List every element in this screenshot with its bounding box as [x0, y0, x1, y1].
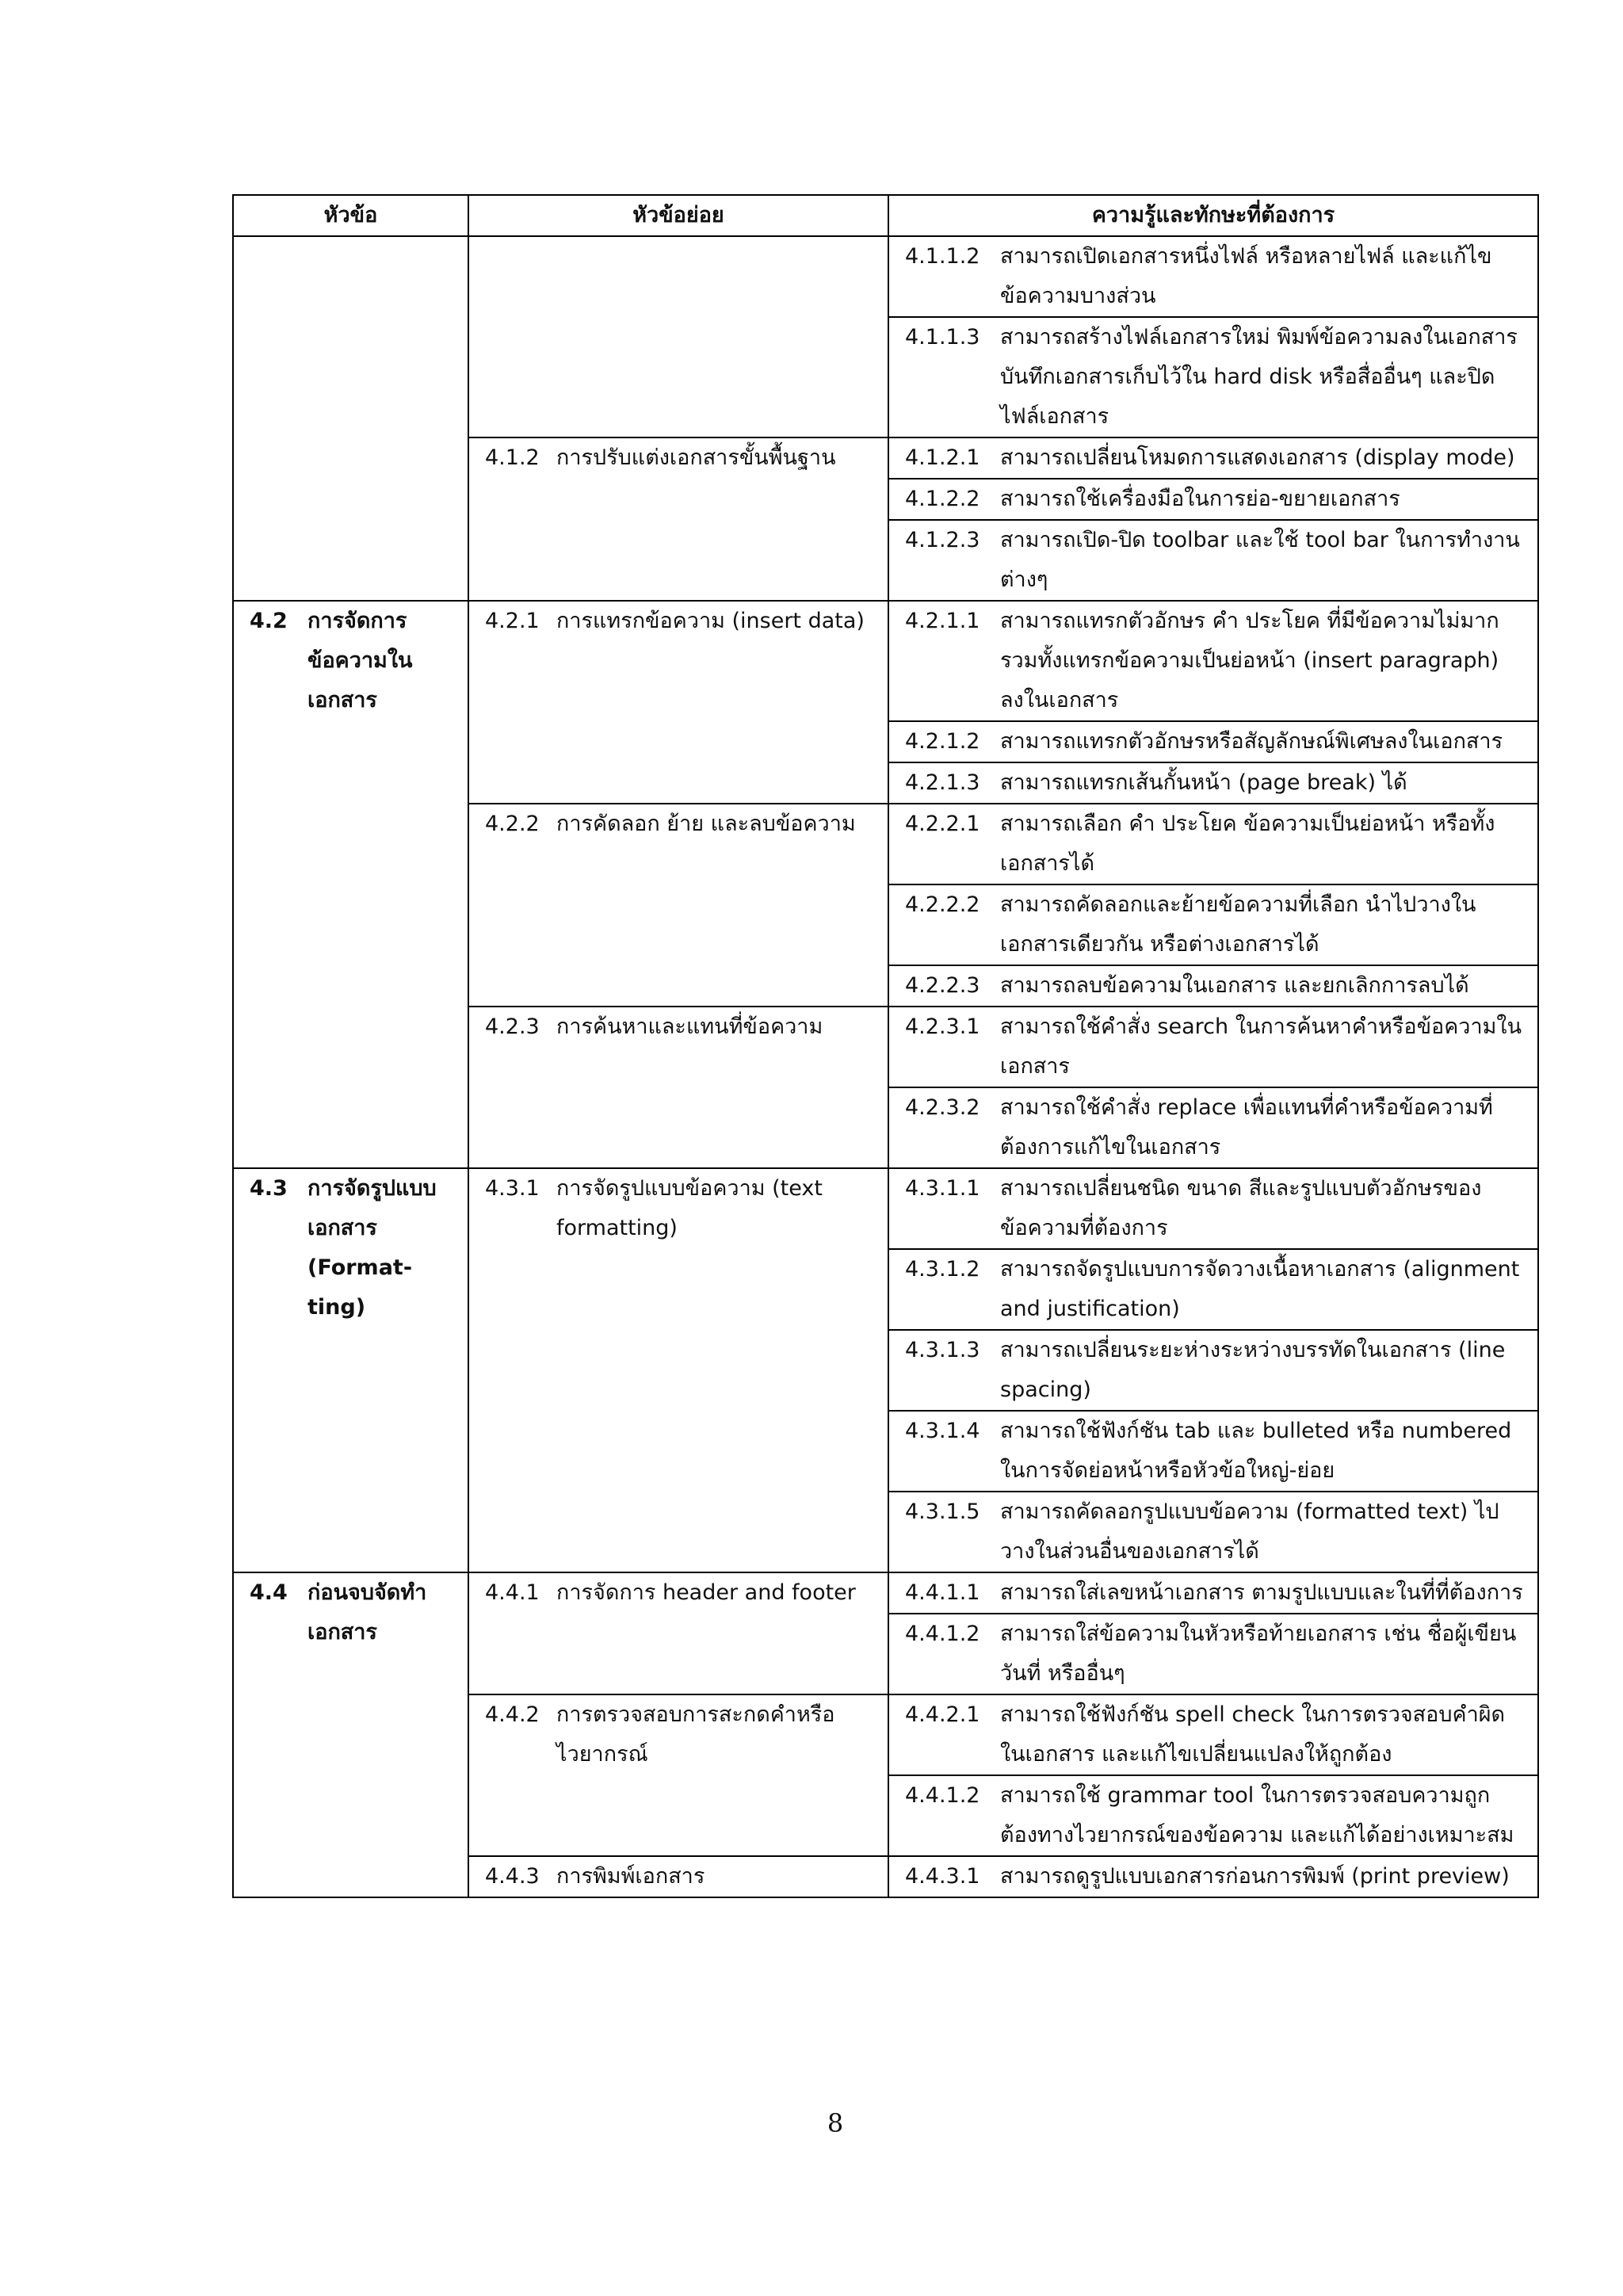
skill-number: 4.2.3.2: [905, 1095, 980, 1120]
subtopic-cell: [468, 236, 888, 437]
skill-number: 4.4.1.2: [905, 1622, 980, 1646]
skill-text: สามารถสร้างไฟล์เอกสารใหม่ พิมพ์ข้อความลงในเอกสาร บันทึกเอกสารเก็บไว้ใน hard disk หรือสื่ออื่นๆ และปิดไฟล์เอกสาร: [1000, 325, 1518, 429]
skill-cell: [888, 1775, 1538, 1856]
skill-number: 4.2.1.2: [905, 729, 980, 754]
skill-cell: [888, 884, 1538, 965]
page-number: 8: [827, 2108, 844, 2138]
skill-text: สามารถดูรูปแบบเอกสารก่อนการพิมพ์ (print preview): [1000, 1864, 1510, 1889]
skill-text: สามารถแทรกตัวอักษรหรือสัญลักษณ์พิเศษลงในเอกสาร: [1000, 729, 1503, 754]
subtopic-number: 4.1.2: [485, 445, 540, 470]
skill-number: 4.3.1.1: [905, 1176, 980, 1201]
skill-number: 4.2.1.1: [905, 609, 980, 633]
skill-cell: [888, 479, 1538, 520]
skill-cell: [888, 965, 1538, 1007]
skill-cell: [888, 1007, 1538, 1087]
subtopic-cell: [468, 1572, 888, 1694]
table-row: [233, 1168, 1538, 1249]
skill-number: 4.2.2.3: [905, 973, 980, 998]
skill-text: สามารถคัดลอกรูปแบบข้อความ (formatted text) ไปวางในส่วนอื่นของเอกสารได้: [1000, 1499, 1499, 1564]
skill-number: 4.1.2.2: [905, 487, 980, 511]
subtopic-number: 4.4.1: [485, 1580, 540, 1605]
skill-number: 4.1.1.2: [905, 244, 980, 269]
subtopic-number: 4.2.3: [485, 1014, 540, 1039]
subtopic-text: การตรวจสอบการสะกดคำหรือไวยากรณ์: [556, 1702, 835, 1767]
table-row: [233, 601, 1538, 721]
skill-text: สามารถใช้ฟังก์ชัน spell check ในการตรวจสอบคำผิดในเอกสาร และแก้ไขเปลี่ยนแปลงให้ถูกต้อง: [1000, 1702, 1506, 1767]
skill-cell: [888, 721, 1538, 762]
skill-cell: [888, 1087, 1538, 1168]
subtopic-cell: [468, 1168, 888, 1572]
skill-text: สามารถลบข้อความในเอกสาร และยกเลิกการลบได้: [1000, 973, 1469, 998]
skill-text: สามารถเปลี่ยนชนิด ขนาด สีและรูปแบบตัวอักษรของข้อความที่ต้องการ: [1000, 1176, 1482, 1240]
skill-cell: [888, 1249, 1538, 1330]
skill-cell: [888, 236, 1538, 317]
subtopic-cell: [468, 1856, 888, 1897]
skill-number: 4.2.1.3: [905, 770, 980, 795]
skill-cell: [888, 1492, 1538, 1572]
topic-number: 4.3: [250, 1176, 288, 1201]
header-topic: หัวข้อ: [233, 195, 468, 236]
topic-number: 4.4: [250, 1580, 288, 1605]
skill-text: สามารถใช้ฟังก์ชัน tab และ bulleted หรือ numbered ในการจัดย่อหน้าหรือหัวข้อใหญ่-ย่อย: [1000, 1419, 1512, 1483]
subtopic-number: 4.2.1: [485, 609, 540, 633]
skill-cell: [888, 1330, 1538, 1411]
skill-cell: [888, 520, 1538, 601]
skill-number: 4.2.2.1: [905, 812, 980, 836]
skill-text: สามารถเปิดเอกสารหนึ่งไฟล์ หรือหลายไฟล์ และแก้ไขข้อความบางส่วน: [1000, 244, 1492, 308]
skill-number: 4.2.3.1: [905, 1014, 980, 1039]
subtopic-cell: [468, 437, 888, 601]
skill-cell: [888, 762, 1538, 804]
subtopic-text: การแทรกข้อความ (insert data): [556, 609, 865, 633]
topic-cell: [233, 236, 468, 601]
skill-number: 4.1.2.1: [905, 445, 980, 470]
skill-cell: [888, 804, 1538, 884]
subtopic-text: การพิมพ์เอกสาร: [556, 1864, 705, 1889]
topic-cell: [233, 1572, 468, 1897]
skill-number: 4.3.1.2: [905, 1257, 980, 1282]
skill-text: สามารถแทรกตัวอักษร คำ ประโยค ที่มีข้อความไม่มาก รวมทั้งแทรกข้อความเป็นย่อหน้า (insert paragraph) ลงในเอกสาร: [1000, 609, 1499, 712]
skill-text: สามารถคัดลอกและย้ายข้อความที่เลือก นำไปวางในเอกสารเดียวกัน หรือต่างเอกสารได้: [1000, 892, 1476, 957]
skill-text: สามารถเลือก คำ ประโยค ข้อความเป็นย่อหน้า หรือทั้งเอกสารได้: [1000, 812, 1495, 876]
subtopic-text: การปรับแต่งเอกสารขั้นพื้นฐาน: [556, 445, 836, 470]
skill-number: 4.3.1.5: [905, 1499, 980, 1524]
skill-text: สามารถเปลี่ยนโหมดการแสดงเอกสาร (display mode): [1000, 445, 1515, 470]
skill-cell: [888, 1694, 1538, 1775]
skill-text: สามารถจัดรูปแบบการจัดวางเนื้อหาเอกสาร (alignment and justification): [1000, 1257, 1520, 1321]
subtopic-text: การจัดการ header and footer: [556, 1580, 856, 1605]
subtopic-text: การคัดลอก ย้าย และลบข้อความ: [556, 812, 856, 836]
skill-text: สามารถใช้คำสั่ง replace เพื่อแทนที่คำหรือข้อความที่ต้องการแก้ไขในเอกสาร: [1000, 1095, 1493, 1159]
topic-cell: [233, 601, 468, 1168]
skill-cell: [888, 1614, 1538, 1694]
skill-number: 4.1.2.3: [905, 528, 980, 552]
skill-number: 4.4.3.1: [905, 1864, 980, 1889]
subtopic-cell: [468, 804, 888, 1007]
skill-number: 4.4.1.1: [905, 1580, 980, 1605]
skill-number: 4.3.1.3: [905, 1338, 980, 1362]
skill-text: สามารถใส่เลขหน้าเอกสาร ตามรูปแบบและในที่ที่ต้องการ: [1000, 1580, 1523, 1605]
skill-text: สามารถใส่ข้อความในหัวหรือท้ายเอกสาร เช่น ชื่อผู้เขียน วันที่ หรืออื่นๆ: [1000, 1622, 1517, 1686]
skill-number: 4.4.2.1: [905, 1702, 980, 1727]
header-subtopic: หัวข้อย่อย: [468, 195, 888, 236]
skill-cell: [888, 1168, 1538, 1249]
subtopic-cell: [468, 1007, 888, 1168]
skill-cell: [888, 601, 1538, 721]
topic-text: การจัดการข้อความในเอกสาร: [307, 609, 413, 712]
topic-cell: [233, 1168, 468, 1572]
table-header-row: [233, 195, 1538, 236]
skills-table: [232, 194, 1539, 1898]
skill-number: 4.2.2.2: [905, 892, 980, 917]
topic-text: ก่อนจบจัดทำเอกสาร: [307, 1580, 427, 1645]
subtopic-text: การจัดรูปแบบข้อความ (text formatting): [556, 1176, 823, 1240]
skill-number: 4.4.1.2: [905, 1783, 980, 1808]
table-row: [233, 236, 1538, 317]
subtopic-cell: [468, 1694, 888, 1856]
skill-number: 4.1.1.3: [905, 325, 980, 350]
skill-text: สามารถแทรกเส้นกั้นหน้า (page break) ได้: [1000, 770, 1407, 795]
subtopic-number: 4.3.1: [485, 1176, 540, 1201]
topic-number: 4.2: [250, 609, 288, 633]
header-skills: ความรู้และทักษะที่ต้องการ: [888, 195, 1538, 236]
skill-text: สามารถใช้คำสั่ง search ในการค้นหาคำหรือข้อความในเอกสาร: [1000, 1014, 1522, 1079]
subtopic-cell: [468, 601, 888, 804]
skill-cell: [888, 1856, 1538, 1897]
skill-cell: [888, 437, 1538, 479]
skill-number: 4.3.1.4: [905, 1419, 980, 1443]
subtopic-number: 4.4.2: [485, 1702, 540, 1727]
subtopic-number: 4.2.2: [485, 812, 540, 836]
skill-text: สามารถใช้ grammar tool ในการตรวจสอบความถูกต้องทางไวยากรณ์ของข้อความ และแก้ได้อย่างเหมาะสม: [1000, 1783, 1514, 1847]
topic-text: การจัดรูปแบบเอกสาร (Format-ting): [307, 1176, 437, 1320]
subtopic-text: การค้นหาและแทนที่ข้อความ: [556, 1014, 823, 1039]
subtopic-number: 4.4.3: [485, 1864, 540, 1889]
skill-cell: [888, 1411, 1538, 1492]
table-row: [233, 1572, 1538, 1614]
skill-text: สามารถเปิด-ปิด toolbar และใช้ tool bar ในการทำงานต่างๆ: [1000, 528, 1520, 592]
skill-text: สามารถใช้เครื่องมือในการย่อ-ขยายเอกสาร: [1000, 487, 1400, 511]
skill-cell: [888, 317, 1538, 437]
skill-cell: [888, 1572, 1538, 1614]
skill-text: สามารถเปลี่ยนระยะห่างระหว่างบรรทัดในเอกสาร (line spacing): [1000, 1338, 1506, 1402]
